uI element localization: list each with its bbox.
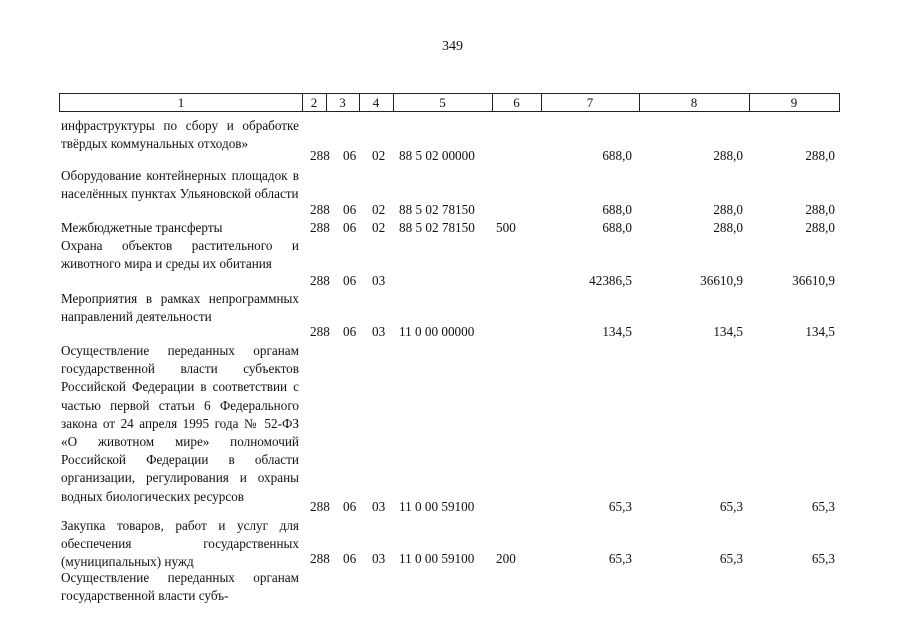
row-code-4: 03 xyxy=(372,273,386,288)
row-description: Охрана объектов растительного и животного мира и среды их обитания xyxy=(61,238,299,272)
row-value-8: 36610,9 xyxy=(700,273,743,288)
row-description: Оборудование контейнерных площадок в населённых пунктах Ульяновской области xyxy=(61,168,299,202)
row-value-7: 688,0 xyxy=(602,220,632,235)
row-code-5: 88 5 02 78150 xyxy=(399,202,475,217)
row-code-6: 200 xyxy=(496,551,516,566)
row-description: инфраструктуры по сбору и обработке твёрдых коммунальных отходов» xyxy=(61,118,299,152)
row-value-8: 65,3 xyxy=(719,499,743,514)
row-value-9: 288,0 xyxy=(805,202,835,217)
header-col-1: 1 xyxy=(177,95,185,110)
row-value-9: 65,3 xyxy=(811,499,835,514)
row-code-3: 06 xyxy=(343,273,357,288)
row-code-5: 11 0 00 59100 xyxy=(399,551,475,566)
header-col-2: 2 xyxy=(310,95,318,110)
row-code-4: 03 xyxy=(372,324,386,339)
row-value-8: 288,0 xyxy=(713,148,743,163)
row-value-7: 688,0 xyxy=(602,148,632,163)
row-value-9: 134,5 xyxy=(805,324,835,339)
row-code-5: 11 0 00 00000 xyxy=(399,324,475,339)
row-code-3: 06 xyxy=(343,148,357,163)
row-value-8: 65,3 xyxy=(719,551,743,566)
header-col-5: 5 xyxy=(439,95,446,110)
row-code-6: 500 xyxy=(496,220,516,235)
row-code-4: 02 xyxy=(372,148,386,163)
row-code-2: 288 xyxy=(310,499,330,514)
row-description: Осуществление переданных органам государственной власти субъектов Российской Федерации в соответствии с частью первой статьи 6 Федерального закона от 24 апреля 1995 года № 52-ФЗ «О животном мире» полномочий Российской Федерации в области организации, регулирования и охраны водных биологических ресурсов xyxy=(61,343,299,504)
header-col-8: 8 xyxy=(690,95,698,110)
row-value-9: 288,0 xyxy=(805,148,835,163)
row-code-5: 11 0 00 59100 xyxy=(399,499,475,514)
header-col-4: 4 xyxy=(372,95,380,110)
row-description: Межбюджетные трансферты xyxy=(61,220,223,235)
row-code-3: 06 xyxy=(343,499,357,514)
row-code-5: 88 5 02 78150 xyxy=(399,220,475,235)
row-value-9: 65,3 xyxy=(811,551,835,566)
row-code-2: 288 xyxy=(310,551,330,566)
row-value-8: 288,0 xyxy=(713,202,743,217)
row-value-7: 65,3 xyxy=(608,499,632,514)
row-code-2: 288 xyxy=(310,324,330,339)
row-code-3: 06 xyxy=(343,220,357,235)
row-code-4: 02 xyxy=(372,220,386,235)
table-header xyxy=(59,93,840,112)
row-value-8: 288,0 xyxy=(713,220,743,235)
row-code-4: 02 xyxy=(372,202,386,217)
row-value-9: 288,0 xyxy=(805,220,835,235)
row-code-3: 06 xyxy=(343,551,357,566)
page-number: 349 xyxy=(442,39,463,54)
header-col-9: 9 xyxy=(790,95,798,110)
row-value-8: 134,5 xyxy=(713,324,743,339)
row-value-7: 65,3 xyxy=(608,551,632,566)
row-code-3: 06 xyxy=(343,202,357,217)
row-description: Мероприятия в рамках непрограммных направлений деятельности xyxy=(61,291,299,325)
row-code-2: 288 xyxy=(310,148,330,163)
row-value-7: 42386,5 xyxy=(589,273,632,288)
header-col-7: 7 xyxy=(586,95,594,110)
row-description: Осуществление переданных органам государственной власти субъ- xyxy=(61,570,299,604)
row-code-4: 03 xyxy=(372,499,386,514)
header-col-6: 6 xyxy=(513,95,520,110)
header-col-3: 3 xyxy=(339,95,346,110)
row-code-5: 88 5 02 00000 xyxy=(399,148,475,163)
row-code-2: 288 xyxy=(310,273,330,288)
row-code-2: 288 xyxy=(310,220,330,235)
row-description: Закупка товаров, работ и услуг для обеспечения государственных (муниципальных) нужд xyxy=(61,518,299,570)
row-code-2: 288 xyxy=(310,202,330,217)
row-value-9: 36610,9 xyxy=(792,273,835,288)
row-value-7: 688,0 xyxy=(602,202,632,217)
row-code-4: 03 xyxy=(372,551,386,566)
row-value-7: 134,5 xyxy=(602,324,632,339)
row-code-3: 06 xyxy=(343,324,357,339)
